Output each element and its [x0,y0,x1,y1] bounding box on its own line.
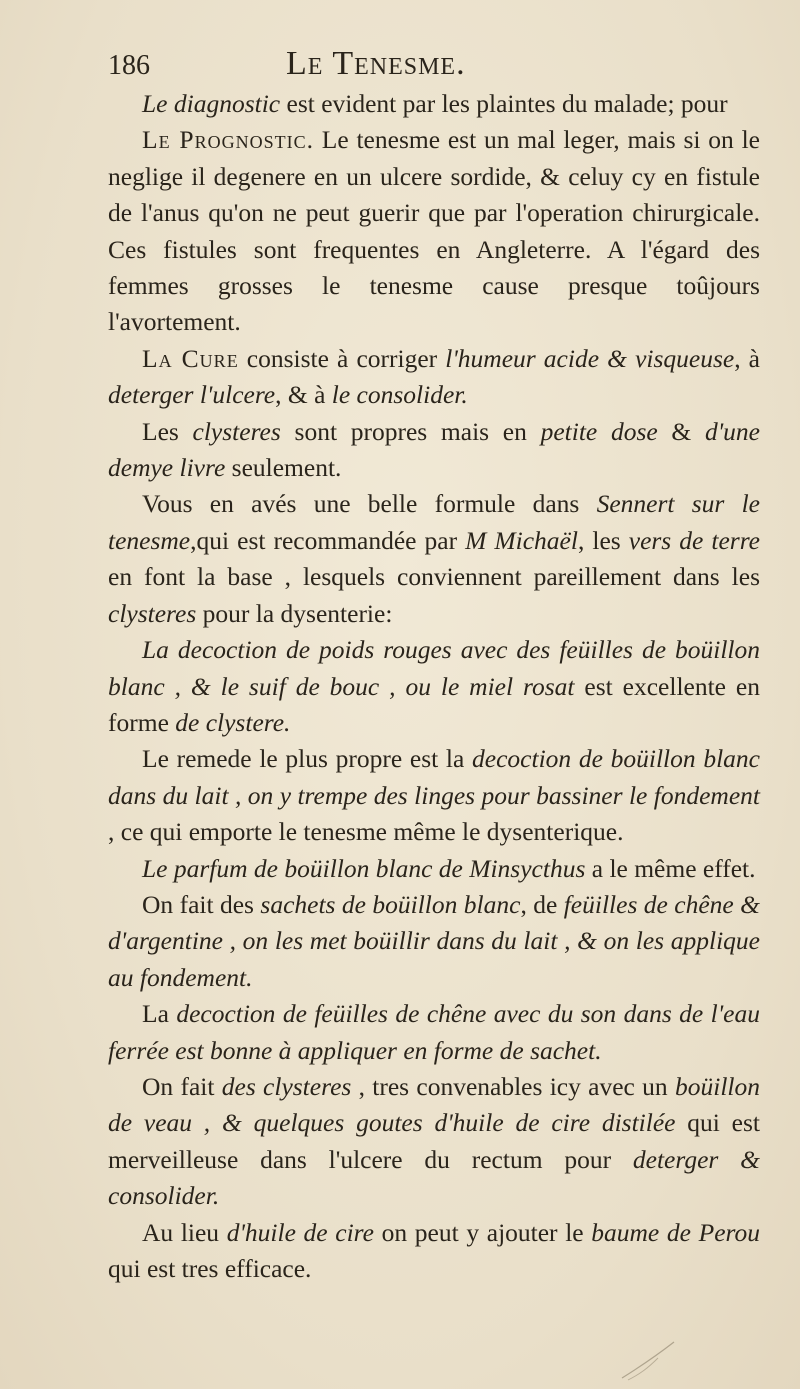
page-header [108,42,728,86]
paragraph [108,414,760,487]
ink-mark [618,1338,678,1382]
text-run: , les [577,525,629,555]
page-number: 186 [108,50,150,81]
italic-text: clysteres [108,598,197,628]
text-run: seulement. [225,453,342,483]
text-run: consiste à corriger [238,343,446,373]
text-run: en font la base , lesquels conviennent pareillement dans les [108,562,760,592]
italic-text: d'huile de cire [226,1217,374,1247]
italic-text: l'humeur acide & visqueuse [445,343,735,373]
italic-text: Le parfum de boüillon blanc de Minsycthus [142,853,586,883]
italic-text: Le diagnostic [142,89,281,118]
italic-text: de clystere. [175,707,291,737]
italic-text: baume de Perou [591,1217,760,1247]
paragraph [108,632,760,741]
italic-text: des clysteres [221,1071,352,1101]
text-run: La [142,999,177,1029]
text-run: On fait des [142,889,261,919]
italic-text: petite dose [540,416,658,446]
text-run: , & à [275,380,332,410]
italic-text: Sennert sur le tenesme [108,489,760,555]
italic-text: le consolider. [331,380,468,410]
paragraph [108,122,760,340]
italic-text: sachets de boüillon blanc [260,889,521,919]
paragraph [108,486,760,632]
running-title: Le Tenesme. [286,45,466,82]
paragraph [108,851,760,887]
italic-text: feüilles de chêne & d'argentine , on les met boüillir dans du lait , & on les applique au fondement. [108,889,760,992]
text-run: Le remede le plus propre est la [142,744,473,774]
italic-text: deterger & consolider. [108,1144,760,1211]
text-run: pour la dysenterie: [196,598,393,628]
text-run: , à [734,343,760,373]
text-run: Le tenesme est un mal leger, mais si on le neglige il degenere en un ulcere sordide, & celuy cy en fistule de l'anus qu'on ne peut guerir que par l'operation chirurgicale. Ces fistules sont frequentes en Angleterre. A l'égard des femmes grosses le tenesme cause presque toûjours l'avortement. [108,125,760,337]
text-run: & [657,416,705,446]
text-run: ,qui est recommandée par [190,525,466,555]
text-run: , de [520,889,564,919]
text-run: qui est tres efficace. [108,1254,312,1283]
text-run: , tres convenables icy avec un [351,1071,675,1101]
page-body [108,86,760,1287]
text-run: sont propres mais en [280,416,541,446]
text-run: qui est merveilleuse dans l'ulcere du rectum pour [108,1108,760,1174]
text-run: Vous en avés une belle formule dans [142,489,597,519]
italic-text: vers de terre [628,525,760,555]
paragraph [108,341,760,414]
text-run: On fait [142,1071,222,1101]
text-run: est excellente en forme [108,671,760,737]
paragraph [108,741,760,850]
paragraph [108,86,760,122]
italic-text: boüillon de veau , & quelques goutes d'huile de cire distilée [108,1071,760,1138]
italic-text: clysteres [192,416,281,446]
paragraph [108,1069,760,1215]
text-run: est evident par les plaintes du malade; pour [280,89,728,118]
paragraph [108,996,760,1069]
paragraph [108,1215,760,1288]
section-heading: Le Prognostic. [142,125,314,155]
italic-text: decoction de boüillon blanc dans du lait , on y trempe des linges pour bassiner le fondement [108,744,760,810]
italic-text: d'une demye livre [108,416,760,483]
text-run: , ce qui emporte le tenesme même le dysenterique. [108,817,624,847]
italic-text: deterger l'ulcere [108,380,276,410]
italic-text: decoction de feüilles de chêne avec du son dans de l'eau ferrée est bonne à appliquer en forme de sachet. [108,999,760,1065]
text-run: Au lieu [142,1217,227,1247]
paragraph [108,887,760,996]
italic-text: M Michaël [465,525,578,555]
text-run: Les [142,416,193,446]
text-run: on peut y ajouter le [373,1217,592,1247]
section-heading: La Cure [142,343,239,373]
text-run: a le même effet. [585,853,756,883]
italic-text: La decoction de poids rouges avec des feüilles de boüillon blanc , & le suif de bouc , ou le miel rosat [108,635,760,701]
